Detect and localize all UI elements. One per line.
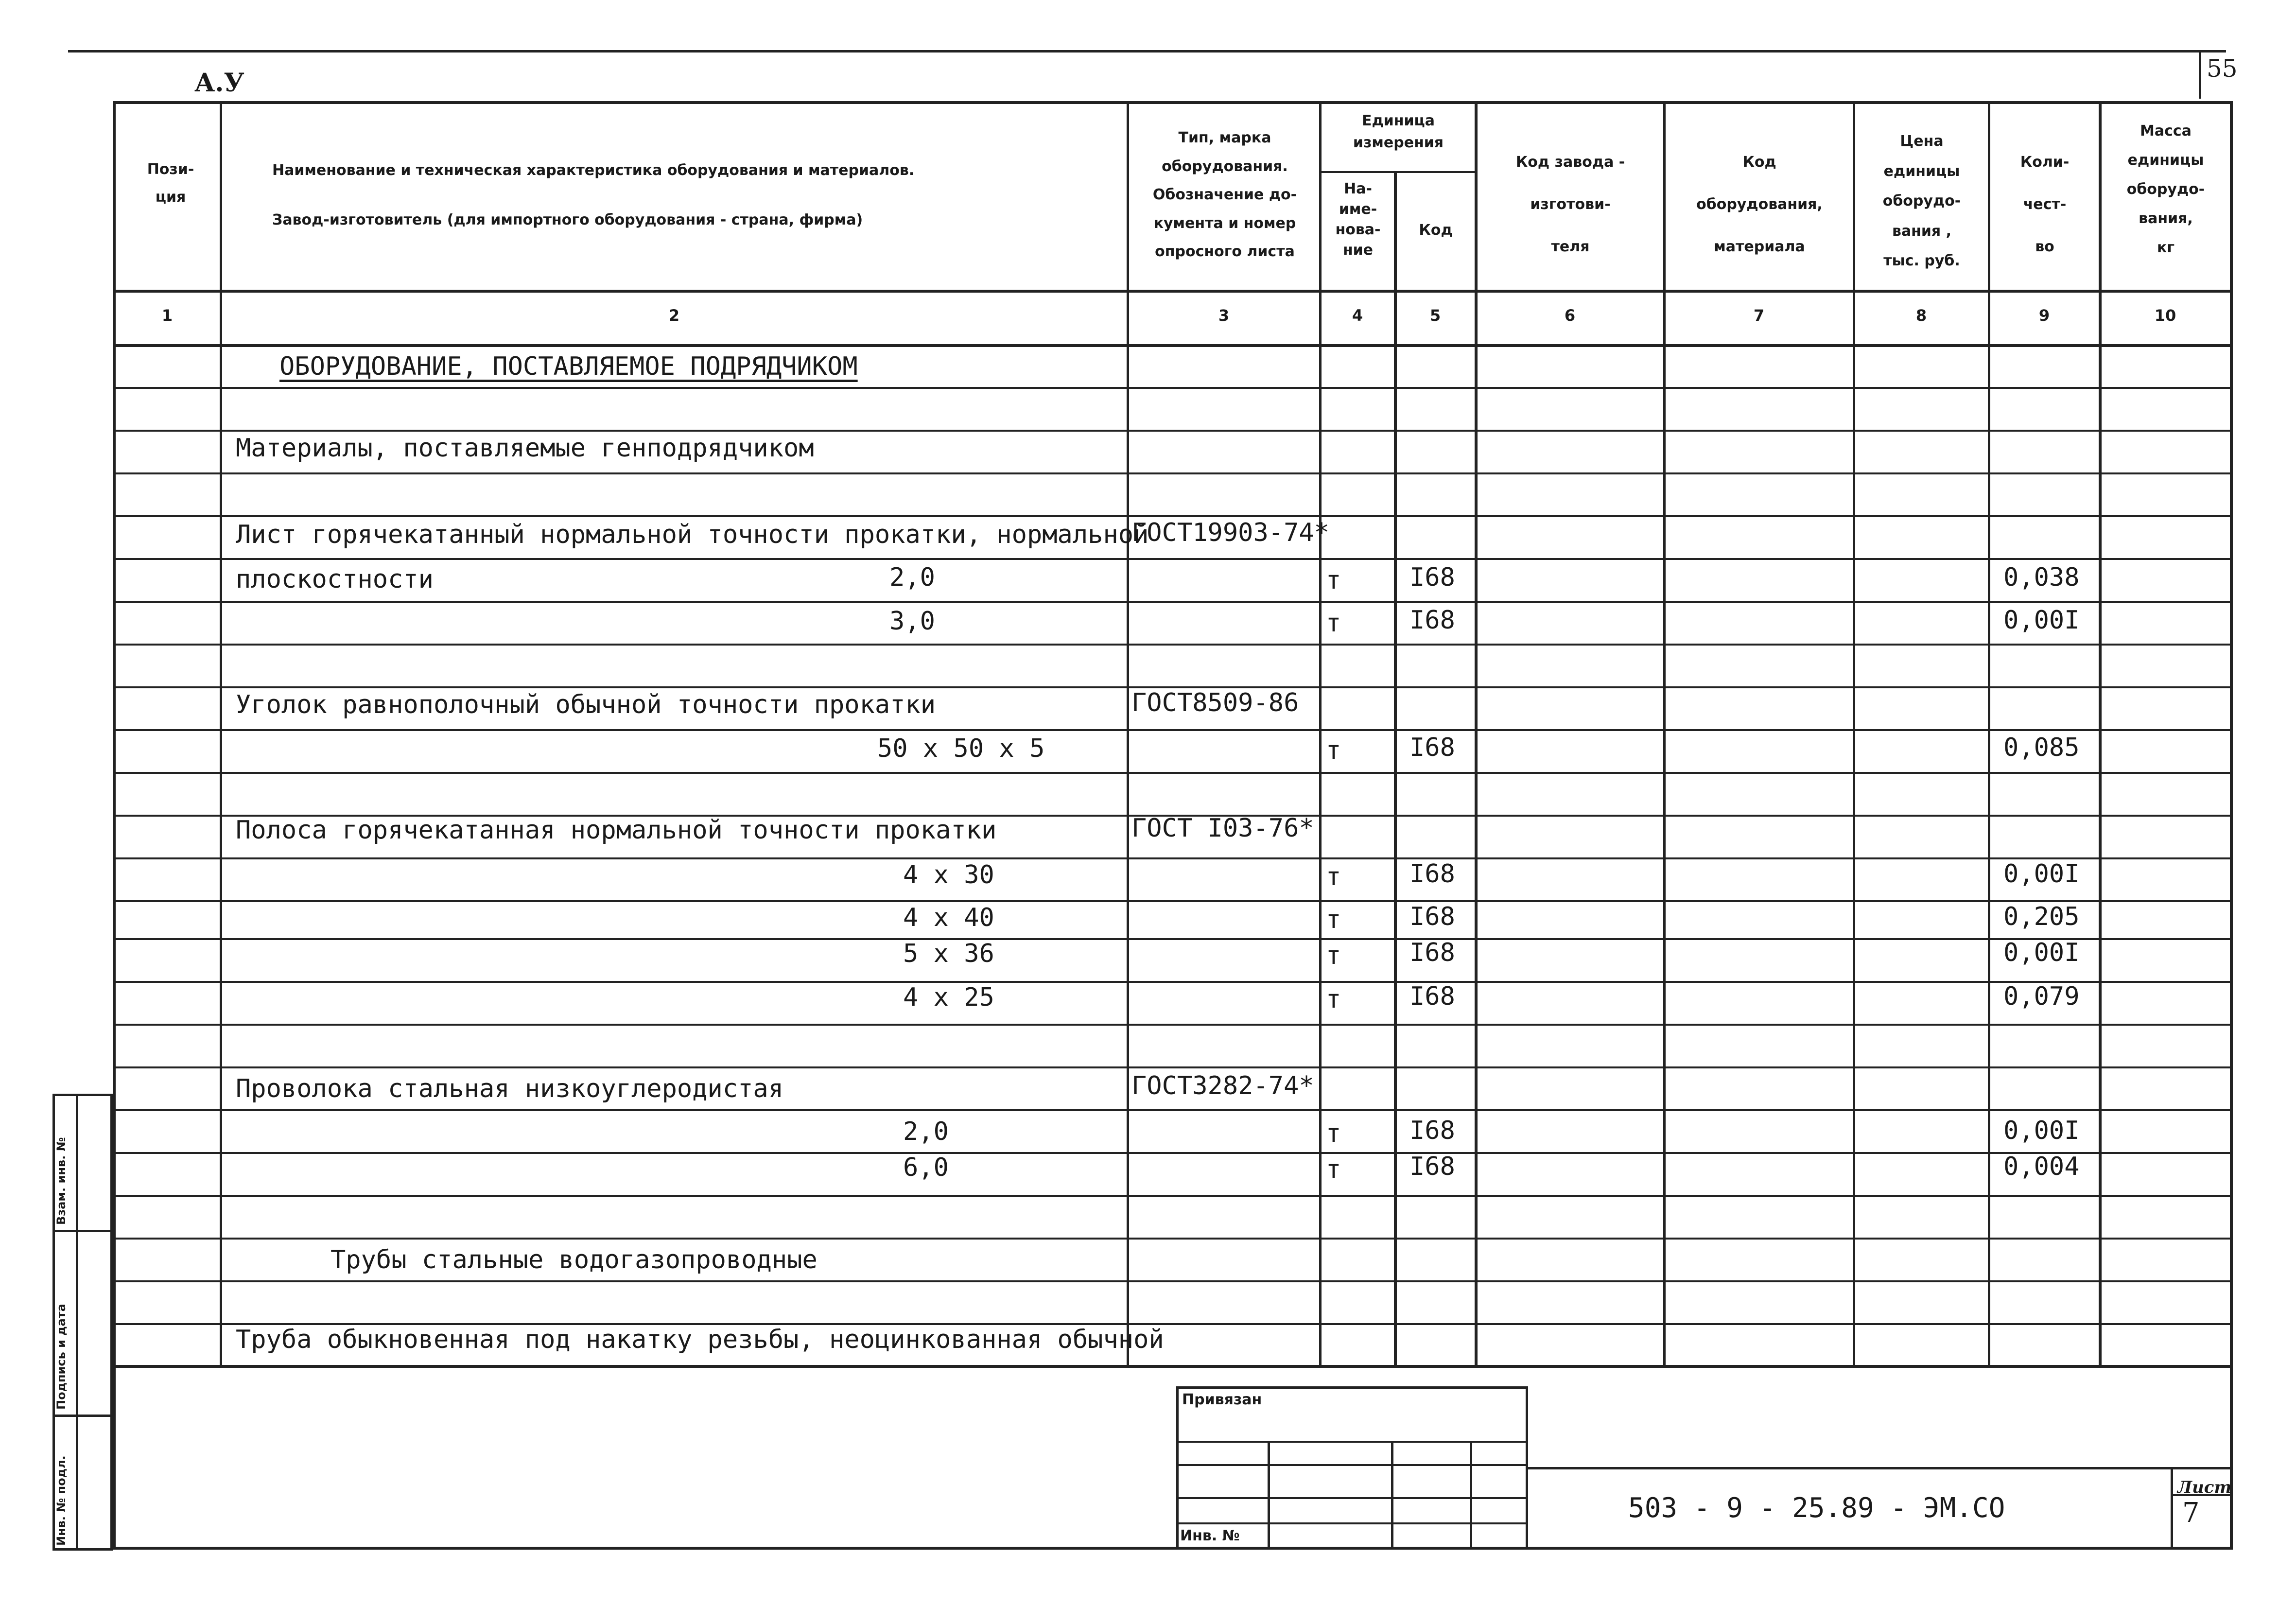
item-code: I68 xyxy=(1409,859,1455,889)
header-type-line: Обозначение до- xyxy=(1152,186,1297,203)
item-qty: 0,00I xyxy=(2003,606,2080,635)
item-qty: 0,004 xyxy=(2003,1152,2080,1181)
stamp-line xyxy=(1176,1441,1528,1443)
section-title-materials: Материалы, поставляемые генподрядчиком xyxy=(236,434,814,463)
stamp-vline xyxy=(1268,1441,1270,1550)
header-unit-price-line: единицы xyxy=(1883,162,1960,180)
row-line xyxy=(113,981,2233,983)
column-number-9: 9 xyxy=(2038,306,2050,325)
item-size: 4 x 25 xyxy=(903,983,994,1012)
item-size: 6,0 xyxy=(903,1153,949,1182)
side-label-replaced-inv: Взам. инв. № xyxy=(54,1137,68,1225)
column-number-3: 3 xyxy=(1218,306,1230,325)
item-size: 3,0 xyxy=(889,607,935,636)
item-size: 4 x 40 xyxy=(903,903,994,932)
header-equipment-code-line: Код xyxy=(1742,154,1776,171)
header-unit-group-line: измерения xyxy=(1353,134,1444,151)
row-line xyxy=(113,601,2233,603)
header-unit-price-line: оборудо- xyxy=(1882,192,1961,210)
item-unit: т xyxy=(1326,985,1341,1014)
header-manufacturer-code-line: Код завода - xyxy=(1515,154,1625,171)
stamp-vline xyxy=(1391,1441,1393,1550)
stamp-privyazan: Привязан xyxy=(1182,1391,1262,1408)
item-size: 50 x 50 x 5 xyxy=(877,734,1045,763)
header-equipment-code xyxy=(1666,141,1853,268)
stamp-line xyxy=(1176,1464,1528,1466)
item-code: I68 xyxy=(1409,606,1455,635)
stamp-vline xyxy=(1470,1441,1472,1550)
row-line xyxy=(113,1238,2233,1240)
item-name: Уголок равнополочный обычной точности прокатки xyxy=(236,690,936,719)
top-rule xyxy=(68,50,2226,52)
unit-subheader-line xyxy=(1319,171,1475,173)
header-unit-name xyxy=(1322,179,1394,261)
header-unit-price xyxy=(1856,126,1988,276)
item-unit: т xyxy=(1326,862,1341,891)
header-unit-price-line: тыс. руб. xyxy=(1883,252,1960,269)
header-unit-mass xyxy=(2102,117,2230,262)
header-position-line: Пози- xyxy=(147,161,194,178)
header-name xyxy=(228,146,1162,245)
item-size: 2,0 xyxy=(903,1117,949,1146)
item-unit: т xyxy=(1326,1155,1341,1184)
item-qty: 0,079 xyxy=(2003,982,2080,1011)
item-code: I68 xyxy=(1409,938,1455,967)
header-unit-name-line: На- xyxy=(1344,180,1372,197)
row-line xyxy=(113,772,2233,774)
item-doc: ГОСТ I03-76* xyxy=(1131,814,1314,843)
header-equipment-code-line: материала xyxy=(1714,238,1805,255)
side-strip-divider xyxy=(52,1415,113,1417)
item-qty: 0,00I xyxy=(2003,938,2080,967)
column-number-5: 5 xyxy=(1429,306,1441,325)
header-name-line: Наименование и техническая характеристика оборудования и материалов. xyxy=(272,162,915,179)
header-unit-price-line: Цена xyxy=(1900,133,1944,150)
row-line xyxy=(113,1280,2233,1282)
header-manufacturer-code xyxy=(1478,141,1663,268)
header-type-line: кумента и номер xyxy=(1153,214,1296,232)
row-line xyxy=(113,558,2233,560)
stamp-line xyxy=(1176,1497,1528,1499)
header-unit-mass-line: Масса xyxy=(2140,122,2192,140)
stamp-block xyxy=(1176,1386,1528,1550)
item-qty: 0,085 xyxy=(2003,733,2080,762)
header-unit-price-line: вания , xyxy=(1892,222,1952,240)
header-unit-name-line: нова- xyxy=(1335,221,1381,238)
header-type-line: Тип, марка xyxy=(1178,129,1271,146)
item-doc: ГОСТ3282-74* xyxy=(1131,1071,1314,1100)
column-number-7: 7 xyxy=(1753,306,1765,325)
header-quantity-line: Коли- xyxy=(2020,154,2070,171)
document-code: 503 - 9 - 25.89 - ЭМ.СО xyxy=(1628,1492,2005,1524)
item-code: I68 xyxy=(1409,982,1455,1011)
header-quantity-line: во xyxy=(2035,238,2054,255)
header-type xyxy=(1132,124,1317,266)
row-line xyxy=(113,900,2233,902)
item-code: I68 xyxy=(1409,1116,1455,1145)
side-strip-divider xyxy=(52,1230,113,1232)
header-position-line: ция xyxy=(155,189,186,206)
row-line xyxy=(113,1066,2233,1068)
header-unit-group xyxy=(1323,110,1474,154)
side-label-original-inv: Инв. № подл. xyxy=(54,1455,68,1546)
side-label-signature-date: Подпись и дата xyxy=(54,1304,68,1410)
col-line-4 xyxy=(1394,171,1397,1365)
header-unit-code xyxy=(1397,216,1475,244)
sheet-box-line xyxy=(2171,1467,2173,1550)
header-unit-code-line: Код xyxy=(1419,222,1453,239)
item-qty: 0,00I xyxy=(2003,1116,2080,1145)
column-number-2: 2 xyxy=(668,306,680,325)
item-doc: ГОСТ19903-74* xyxy=(1131,518,1329,547)
header-type-line: оборудования. xyxy=(1162,157,1288,175)
item-unit: т xyxy=(1326,905,1341,934)
row-line xyxy=(113,938,2233,940)
item-unit: т xyxy=(1326,566,1341,595)
header-unit-mass-line: единицы xyxy=(2127,152,2204,169)
row-line xyxy=(113,472,2233,474)
header-name-line: Завод-изготовитель (для импортного оборудования - страна, фирма) xyxy=(272,211,863,228)
header-unit-group-line: Единица xyxy=(1362,112,1435,129)
section-title-equipment: ОБОРУДОВАНИЕ, ПОСТАВЛЯЕМОЕ ПОДРЯДЧИКОМ xyxy=(279,352,858,381)
stamp-line xyxy=(1176,1522,1528,1524)
item-name: Полоса горячекатанная нормальной точности прокатки xyxy=(236,816,997,845)
page-number: 55 xyxy=(2207,54,2238,83)
section-title-pipes: Трубы стальные водогазопроводные xyxy=(330,1245,818,1275)
item-name: плоскостности xyxy=(236,565,434,594)
item-size: 2,0 xyxy=(889,563,935,592)
item-doc: ГОСТ8509-86 xyxy=(1131,688,1299,717)
header-unit-mass-line: кг xyxy=(2157,239,2175,256)
header-unit-name-line: ние xyxy=(1342,242,1374,259)
item-unit: т xyxy=(1326,609,1341,638)
header-type-line: опросного листа xyxy=(1155,243,1295,260)
row-line xyxy=(113,729,2233,731)
item-unit: т xyxy=(1326,941,1341,970)
title-block-top-line xyxy=(1528,1467,2233,1469)
header-unit-name-line: име- xyxy=(1339,201,1377,218)
item-code: I68 xyxy=(1409,563,1455,592)
row-line xyxy=(113,1109,2233,1111)
item-code: I68 xyxy=(1409,733,1455,762)
item-code: I68 xyxy=(1409,902,1455,931)
side-strip-inner-line xyxy=(76,1094,78,1551)
stamp-au: А.У xyxy=(194,68,244,98)
header-unit-mass-line: вания, xyxy=(2139,210,2193,227)
item-name: Труба обыкновенная под накатку резьбы, неоцинкованная обычной xyxy=(236,1325,1164,1354)
column-number-10: 10 xyxy=(2154,306,2176,325)
item-qty: 0,205 xyxy=(2003,902,2080,931)
row-line xyxy=(113,644,2233,646)
table-bottom-line xyxy=(113,1365,2233,1368)
column-number-6: 6 xyxy=(1564,306,1576,325)
sheet-number: 7 xyxy=(2182,1497,2200,1529)
item-name: Лист горячекатанный нормальной точности прокатки, нормальной xyxy=(236,520,1149,549)
item-code: I68 xyxy=(1409,1152,1455,1181)
stamp-inv-no: Инв. № xyxy=(1180,1527,1240,1544)
header-manufacturer-code-line: теля xyxy=(1551,238,1590,255)
column-number-4: 4 xyxy=(1352,306,1363,325)
item-size: 5 x 36 xyxy=(903,939,994,968)
item-name: Проволока стальная низкоуглеродистая xyxy=(236,1074,784,1103)
row-line xyxy=(113,1152,2233,1154)
row-line xyxy=(113,515,2233,517)
row-line xyxy=(113,1024,2233,1026)
header-quantity xyxy=(1991,141,2099,268)
item-unit: т xyxy=(1326,1119,1341,1148)
header-position xyxy=(124,156,217,211)
column-number-8: 8 xyxy=(1915,306,1927,325)
header-manufacturer-code-line: изготови- xyxy=(1530,196,1611,213)
header-quantity-line: чест- xyxy=(2023,196,2067,213)
item-size: 4 x 30 xyxy=(903,860,994,890)
sheet-label: Лист xyxy=(2177,1478,2232,1497)
header-bottom-line xyxy=(113,290,2233,293)
colnum-bottom-line xyxy=(113,344,2233,347)
item-qty: 0,038 xyxy=(2003,563,2080,592)
row-line xyxy=(113,387,2233,389)
header-unit-mass-line: оборудо- xyxy=(2126,181,2205,198)
column-number-1: 1 xyxy=(161,306,173,325)
item-qty: 0,00I xyxy=(2003,859,2080,889)
header-equipment-code-line: оборудования, xyxy=(1696,196,1823,213)
row-line xyxy=(113,430,2233,432)
row-line xyxy=(113,857,2233,859)
row-line xyxy=(113,1195,2233,1197)
item-unit: т xyxy=(1326,736,1341,765)
